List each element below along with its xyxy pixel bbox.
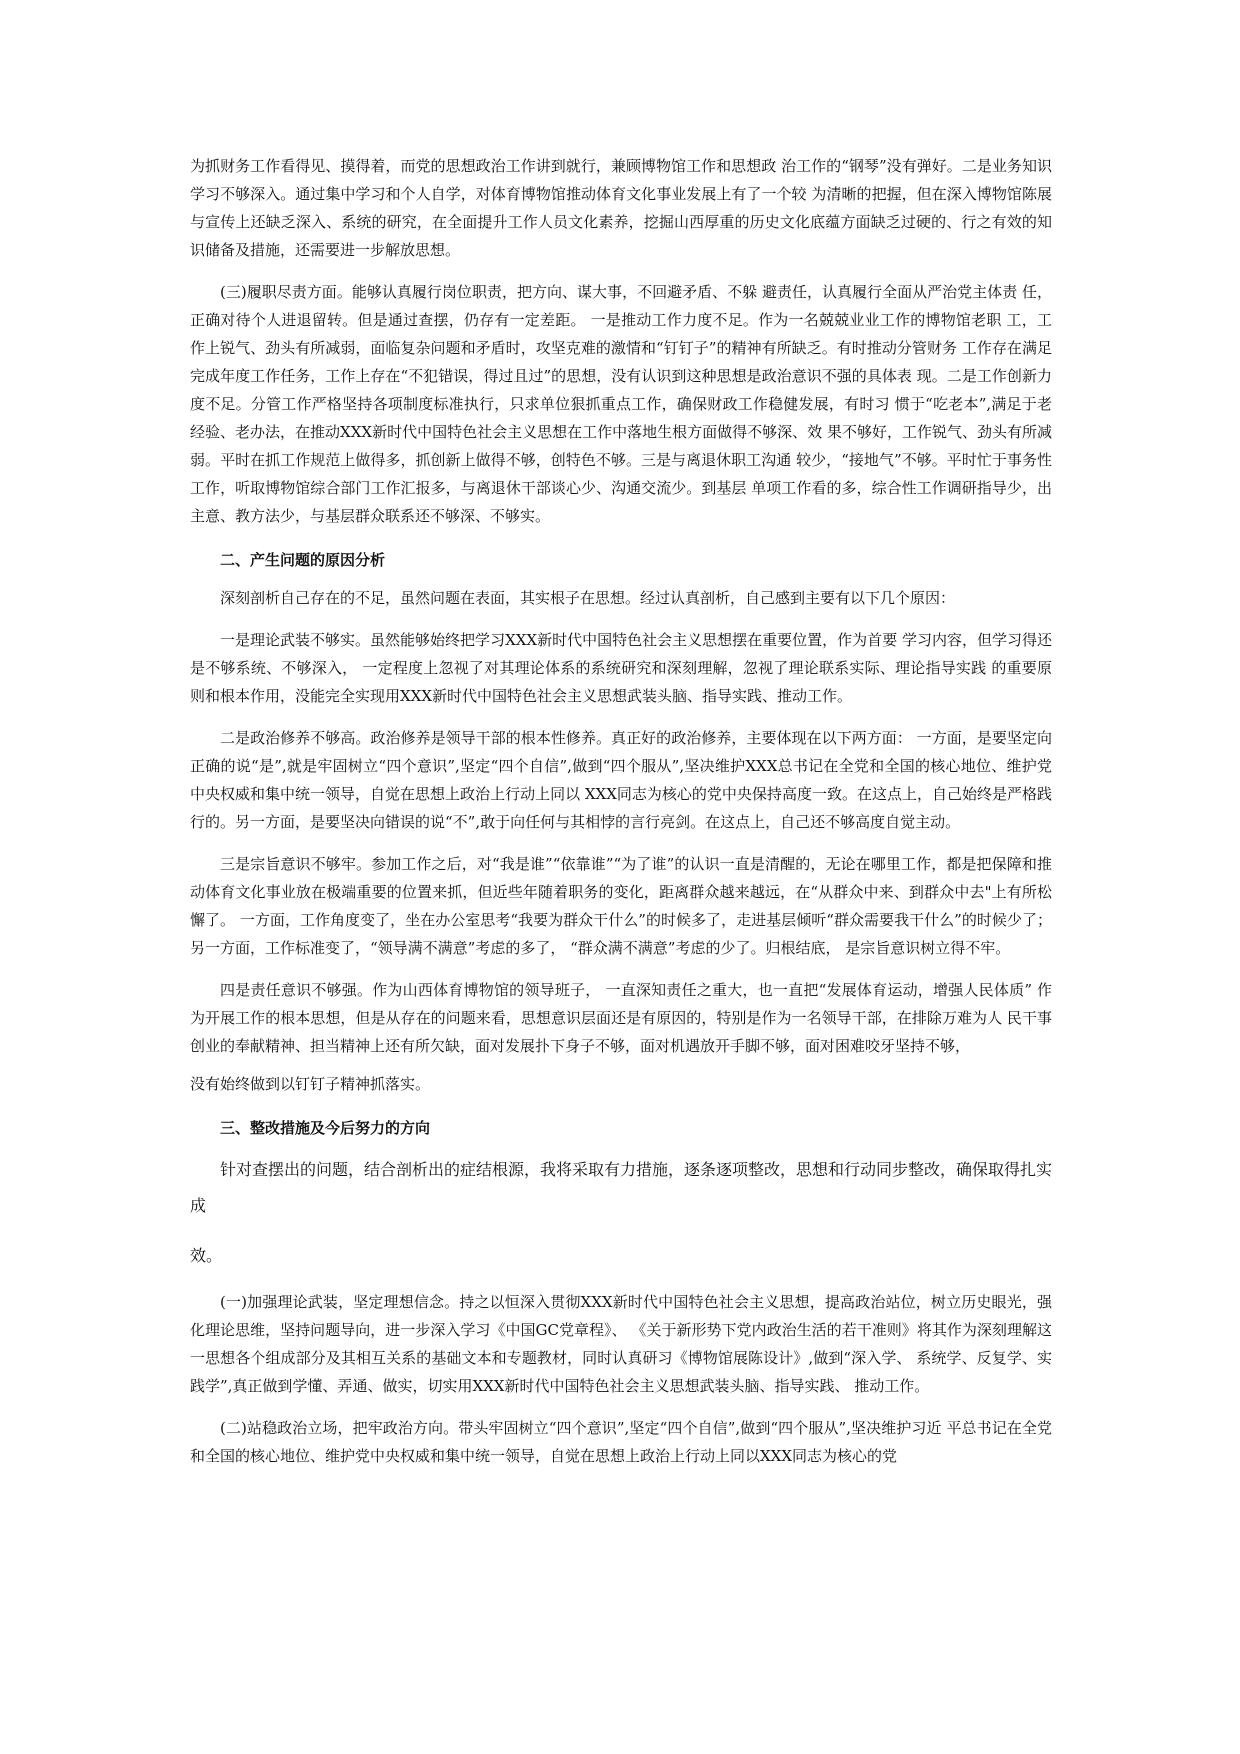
paragraph-cause-purpose: 三是宗旨意识不够牢。参加工作之后，对“我是谁”“依靠谁”“为了谁”的认识一直是清醒的，无论在哪里工作，都是把保障和推动体育文化事业放在极端重要的位置来抓，但近些年随着职务的变化，距离群众越来越远，在“从群众中来、到群众中去"上有所松懈了。 一方面，工作角度变了，坐在办公室思考“我要为群众干什么”的时候多了，走进基层倾听“群众需要我干什么”的时候少了；另一方面，工作标准变了，“领导满不满意”考虑的多了， “群众满不满意”考虑的少了。归根结底， 是宗旨意识树立得不牢。 [190, 855, 1052, 957]
paragraph-cause-responsibility: 四是责任意识不够强。作为山西体育博物馆的领导班子， 一直深知责任之重大，也一直把“发展体育运动，增强人民体质” 作为开展工作的根本思想，但是从存在的问题来看，思想意识层面还是有原因的，特别是作为一名领导干部，在排除万难为人 民干事创业的奉献精神、担当精神上还有所欠缺，面对发展扑下身子不够，面对机遇放开手脚不够，面对困难咬牙坚持不够， [190, 981, 1052, 1055]
section-heading-causes: 二、产生问题的原因分析 [220, 551, 386, 569]
paragraph-finance-work: 为抓财务工作看得见、摸得着，而党的思想政治工作讲到就行，兼顾博物馆工作和思想政 治工作的“钢琴”没有弹好。二是业务知识学习不够深入。通过集中学习和个人自学，对体育博物馆推动体育文化事业发展上有了一个较 为清晰的把握，但在深入博物馆陈展与宣传上还缺乏深入、系统的研究，在全面提升工作人员文化素养，挖掘山西厚重的历史文化底蕴方面缺乏过硬的、行之有效的知识储备及措施，还需要进一步解放思想。 [190, 157, 1052, 259]
paragraph-cause-theory: 一是理论武装不够实。虽然能够始终把学习XXX新时代中国特色社会主义思想摆在重要位置，作为首要 学习内容，但学习得还是不够系统、不够深入， 一定程度上忽视了对其理论体系的系统研究和深刻理解，忽视了理论联系实际、理论指导实践 的重要原则和根本作用，没能完全实现用XXX新时代中国特色社会主义思想武装头脑、指导实践、推动工作。 [190, 631, 1052, 705]
paragraph-duty-performance: (三)履职尽责方面。能够认真履行岗位职责，把方向、谋大事，不回避矛盾、不躲 避责任，认真履行全面从严治党主体责 任，正确对待个人进退留转。但是通过查摆，仍存有一定差距。 一是推动工作力度不足。作为一名兢兢业业工作的博物馆老职 工，工作上锐气、劲头有所减弱，面临复杂问题和矛盾时，攻坚克难的激情和“钉钉子”的精神有所缺乏。有时推动分管财务 工作存在满足完成年度工作任务，工作上存在“不犯错误，得过且过”的思想，没有认识到这种思想是政治意识不强的具体表 现。二是工作创新力度不足。分管工作严格坚持各项制度标准执行，只求单位狠抓重点工作，确保财政工作稳健发展，有时习 惯于“吃老本”,满足于老经验、老办法，在推动XXX新时代中国特色社会主义思想在工作中落地生根方面做得不够深、效 果不够好，工作锐气、劲头有所减弱。平时在抓工作规范上做得多，抓创新上做得不够，创特色不够。三是与离退休职工沟通 较少，“接地气”不够。平时忙于事务性工作，听取博物馆综合部门工作汇报多，与离退休干部谈心少、沟通交流少。到基层 单项工作看的多，综合性工作调研指导少，出主意、教方法少，与基层群众联系还不够深、不够实。 [190, 283, 1052, 525]
paragraph-causes-intro: 深刻剖析自己存在的不足，虽然问题在表面，其实根子在思想。经过认真剖析，自己感到主要有以下几个原因： [220, 589, 956, 607]
paragraph-measure-politics: (二)站稳政治立场，把牢政治方向。带头牢固树立“四个意识”,坚定“四个自信”,做到“四个服从”,坚决维护习近 平总书记在全党和全国的核心地位、维护党中央权威和集中统一领导，自觉在思想上政治上行动上同以XXX同志为核心的党 [190, 1419, 1052, 1465]
paragraph-rectification-intro: 针对查摆出的问题，结合剖析出的症结根源，我将采取有力措施，逐条逐项整改，思想和行动同步整改，确保取得扎实成 [190, 1160, 1053, 1215]
paragraph-cause-politics: 二是政治修养不够高。政治修养是领导干部的根本性修养。真正好的政治修养，主要体现在以下两方面： 一方面，是要坚定向正确的说“是”,就是牢固树立“四个意识”,坚定“四个自信”,做到“四个服从”,坚决维护XXX总书记在全党和全国的核心地位、维护党中央权威和集中统一领导，自觉在思想上政治上行动上同以 XXX同志为核心的党中央保持高度一致。在这点上，自己始终是严格践行的。另一方面，是要坚决向错误的说“不”,敢于向任何与其相悖的言行亮剑。在这点上，自己还不够高度自觉主动。 [190, 729, 1052, 831]
paragraph-cause-tail: 没有始终做到以钉钉子精神抓落实。 [190, 1075, 431, 1093]
section-heading-rectification: 三、整改措施及今后努力的方向 [220, 1119, 431, 1137]
document-page [190, 152, 1052, 1484]
paragraph-measure-theory: (一)加强理论武装，坚定理想信念。持之以恒深入贯彻XXX新时代中国特色社会主义思想，提高政治站位，树立历史眼光，强化理论思维，坚持问题导向，进一步深入学习《中国GC党章程》、 《关于新形势下党内政治生活的若干准则》将其作为深刻理解这一思想各个组成部分及其相互关系的基础文本和专题教材，同时认真研习《博物馆展陈设计》,做到“深入学、 系统学、反复学、实践学”,真正做到学懂、弄通、做实，切实用XXX新时代中国特色社会主义思想武装头脑、指导实践、 推动工作。 [190, 1293, 1052, 1395]
paragraph-rectification-intro-tail: 效。 [190, 1246, 223, 1265]
